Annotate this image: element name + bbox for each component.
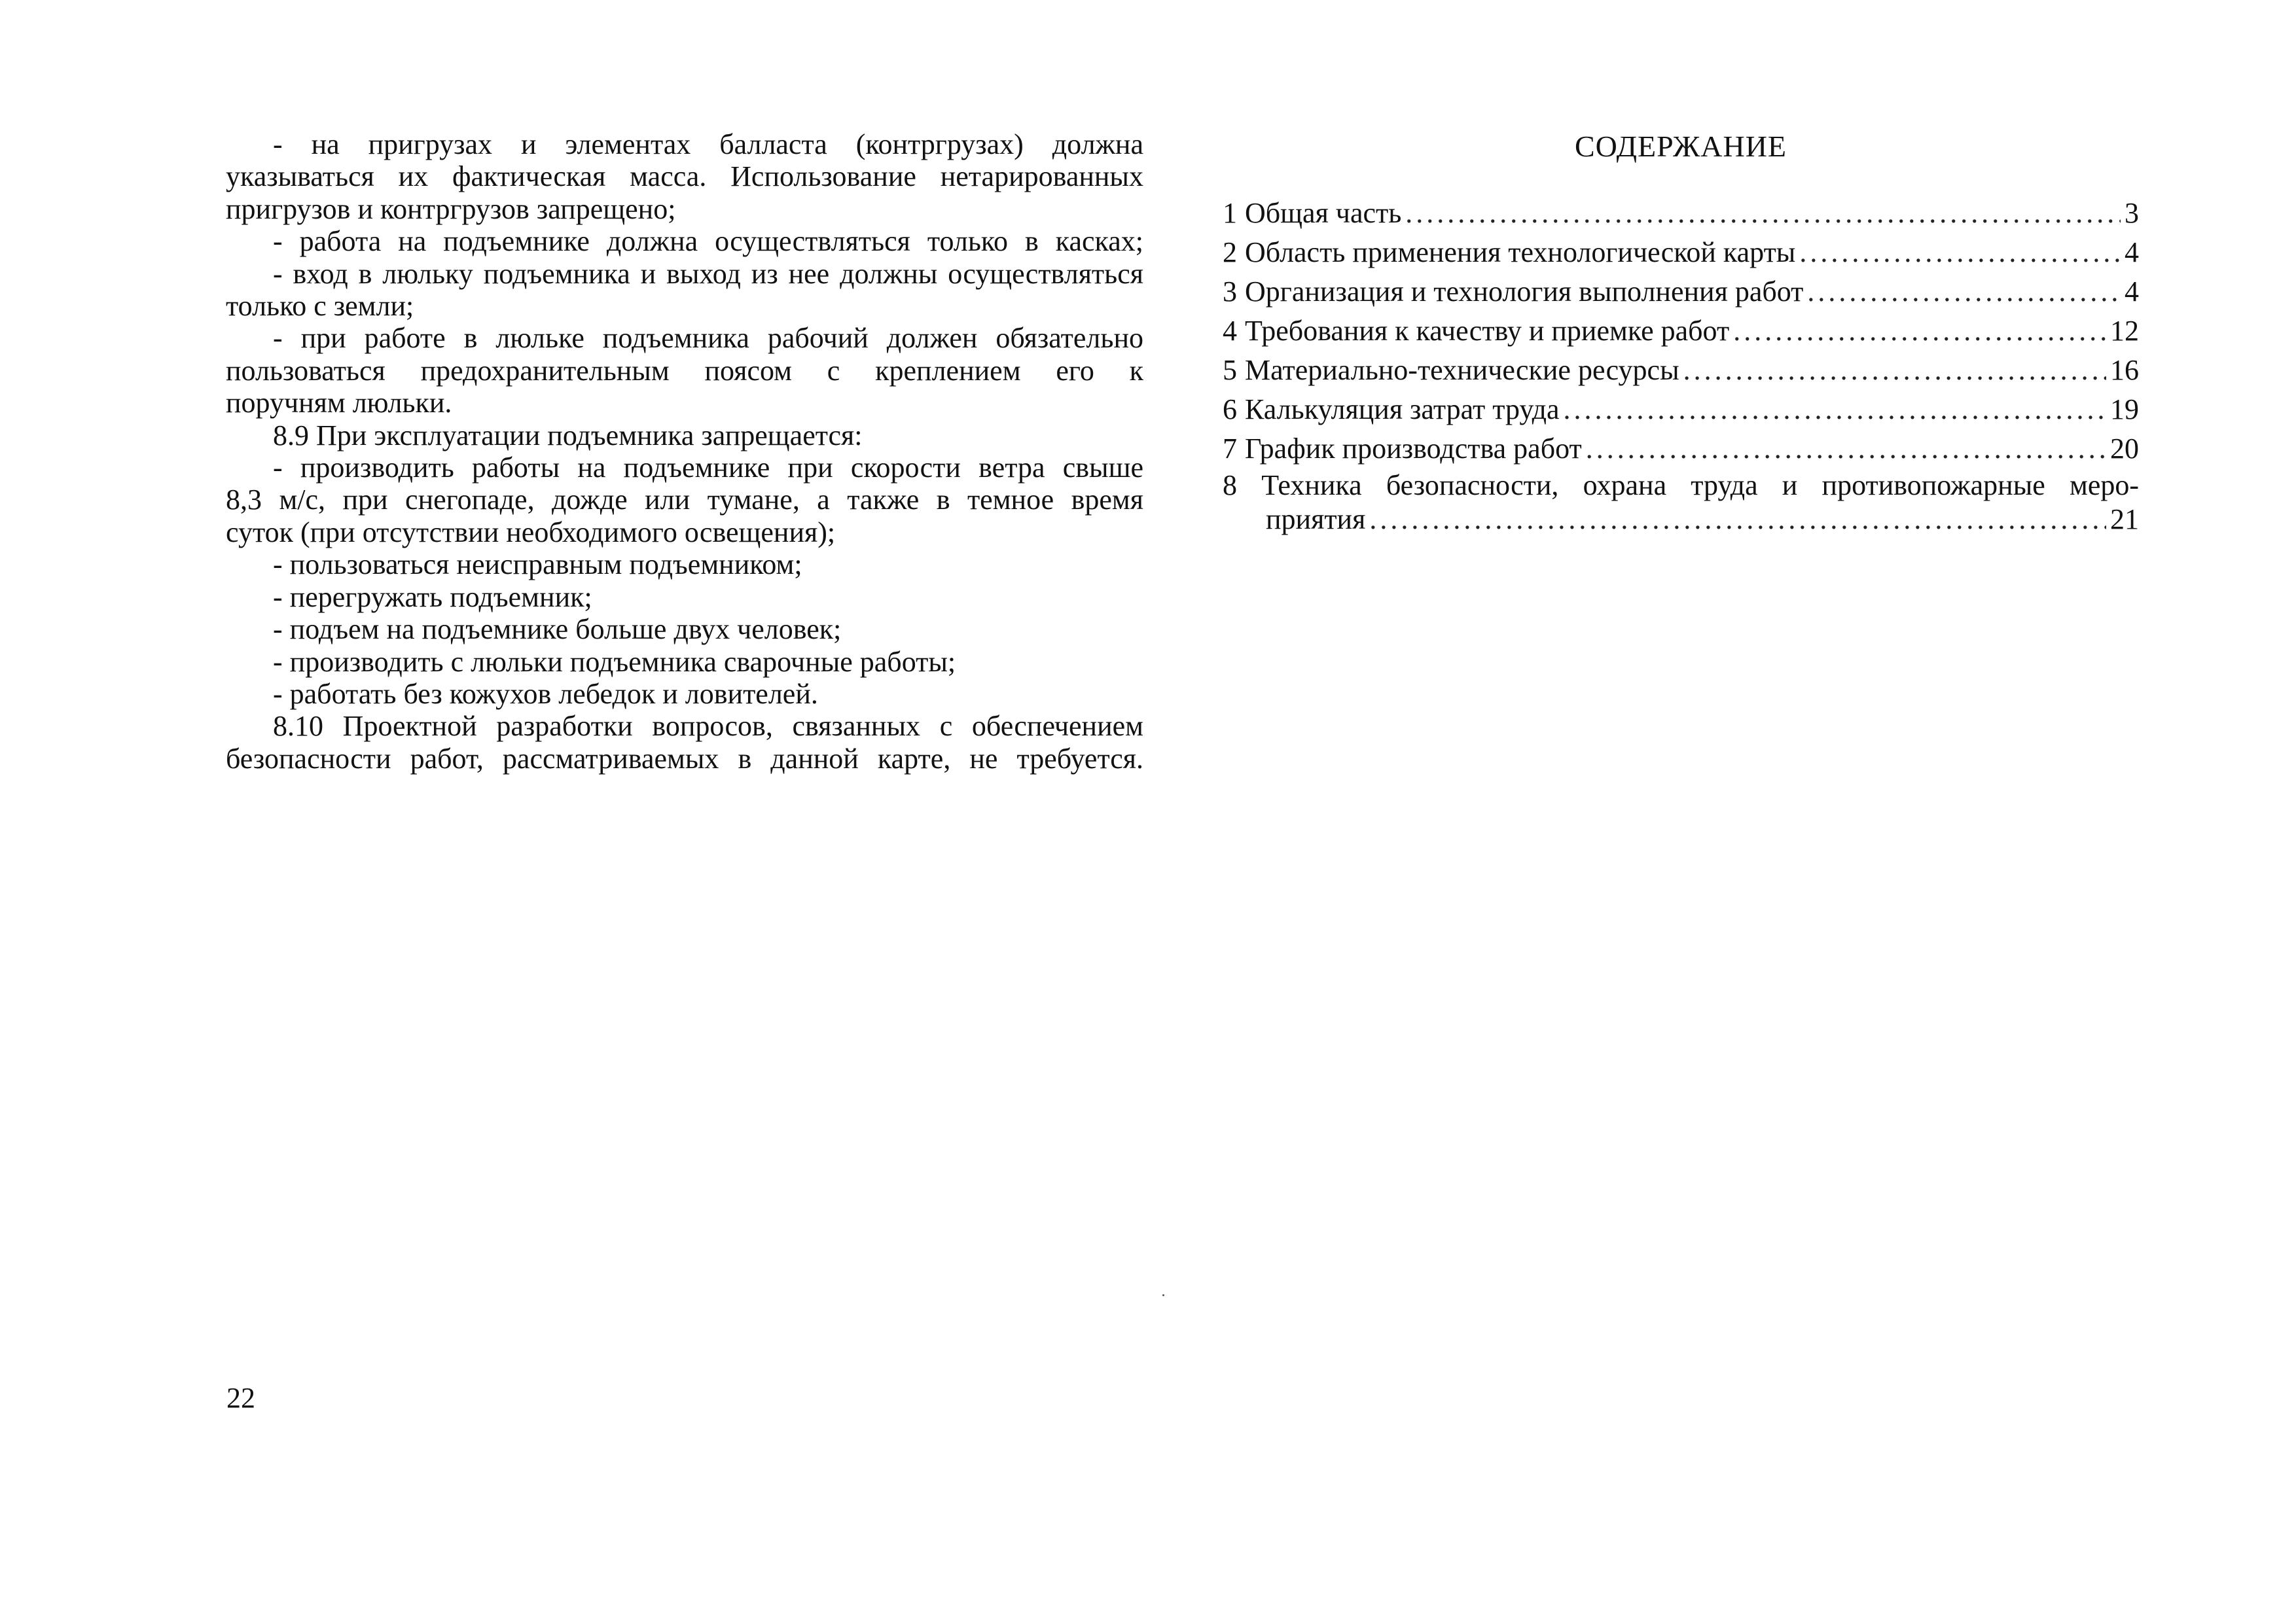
toc-item-page: 12	[2110, 315, 2139, 347]
toc-item-title-continued: приятия	[1266, 503, 1366, 535]
toc-dot-leader	[1586, 429, 2106, 468]
toc-item[interactable]	[1223, 351, 2139, 390]
toc-item-number: 1	[1223, 197, 1237, 229]
text-line: указываться их фактическая масса. Использование нетарированных	[226, 160, 1143, 193]
text-line: - перегружать подъемник;	[273, 580, 592, 613]
toc-item[interactable]	[1223, 233, 2139, 272]
toc-item-number: 8	[1223, 469, 1237, 501]
toc-item[interactable]	[1223, 468, 2139, 537]
text-line: - на пригрузах и элементах балласта (контргрузах) должна	[273, 128, 1143, 160]
text-line: пригрузов и контргрузов запрещено;	[226, 192, 676, 225]
text-line: - при работе в люльке подъемника рабочий должен обязательно	[273, 322, 1143, 355]
toc-item-title: Общая часть	[1245, 197, 1402, 229]
toc-item[interactable]	[1223, 390, 2139, 429]
toc-item-title: Техника безопасности, охрана труда и противопожарные меро-	[1261, 469, 2139, 501]
toc-item-page: 4	[2125, 236, 2139, 268]
text-line: - производить с люльки подъемника сварочные работы;	[273, 645, 956, 678]
text-line: - вход в люльку подъемника и выход из нее должны осуществляться	[273, 257, 1143, 290]
toc-dot-leader	[1799, 233, 2121, 272]
text-line: 8.9 При эксплуатации подъемника запрещается:	[273, 419, 863, 451]
toc-dot-leader	[1564, 390, 2106, 429]
toc-item-page: 21	[2110, 503, 2139, 535]
toc-item-title: Материально-технические ресурсы	[1245, 354, 1679, 386]
toc-item-page: 20	[2110, 432, 2139, 465]
text-line: пользоваться предохранительным поясом с креплением его к	[226, 354, 1143, 387]
text-line: - пользоваться неисправным подъемником;	[273, 548, 802, 581]
toc-item[interactable]	[1223, 311, 2139, 351]
text-line: 8,3 м/с, при снегопаде, дожде или тумане, а также в темное время	[226, 484, 1143, 516]
toc-item-number: 5	[1223, 354, 1237, 386]
toc-item-number: 7	[1223, 432, 1237, 465]
toc-item-title: Требования к качеству и приемке работ	[1245, 315, 1730, 347]
text-line: - производить работы на подъемнике при скорости ветра свыше	[273, 451, 1143, 484]
toc-item-title: График производства работ	[1245, 432, 1582, 465]
text-line: 8.10 Проектной разработки вопросов, связанных с обеспечением	[273, 710, 1143, 743]
toc-item-page: 4	[2125, 275, 2139, 308]
toc-dot-leader	[1369, 503, 2106, 537]
toc-dot-leader	[1733, 311, 2106, 351]
toc-dot-leader	[1807, 272, 2121, 311]
toc-item-continuation	[1223, 503, 2139, 537]
toc-item-number: 4	[1223, 315, 1237, 347]
toc-item-number: 3	[1223, 275, 1237, 308]
toc-item-title: Организация и технология выполнения работ	[1245, 275, 1804, 308]
scan-speck	[1162, 1294, 1164, 1296]
toc-dot-leader	[1683, 351, 2106, 390]
text-line: - работать без кожухов лебедок и ловителей.	[273, 677, 818, 710]
toc-item-page: 3	[2125, 197, 2139, 229]
text-line: суток (при отсутствии необходимого освещения);	[226, 516, 836, 548]
text-line: - работа на подъемнике должна осуществляться только в касках;	[273, 225, 1143, 258]
toc-item[interactable]	[1223, 272, 2139, 311]
toc-item-title: Калькуляция затрат труда	[1245, 393, 1560, 425]
toc-item-title: Область применения технологической карты	[1245, 236, 1796, 268]
toc-item-page: 16	[2110, 354, 2139, 386]
contents-title: СОДЕРЖАНИЕ	[1574, 130, 1787, 163]
toc-item-page: 19	[2110, 393, 2139, 425]
table-of-contents	[1223, 128, 2139, 537]
toc-dot-leader	[1405, 194, 2121, 233]
text-line: только с земли;	[226, 290, 414, 323]
toc-item-number: 2	[1223, 236, 1237, 268]
toc-item[interactable]	[1223, 194, 2139, 233]
text-line: - подъем на подъемнике больше двух человек;	[273, 613, 842, 646]
toc-item-first-line	[1223, 468, 2139, 503]
page-number: 22	[226, 1382, 255, 1414]
left-column-text	[226, 128, 1143, 775]
text-line: безопасности работ, рассматриваемых в данной карте, не требуется.	[226, 742, 1143, 775]
toc-item[interactable]	[1223, 429, 2139, 468]
toc-item-number: 6	[1223, 393, 1237, 425]
text-line: поручням люльки.	[226, 387, 452, 419]
